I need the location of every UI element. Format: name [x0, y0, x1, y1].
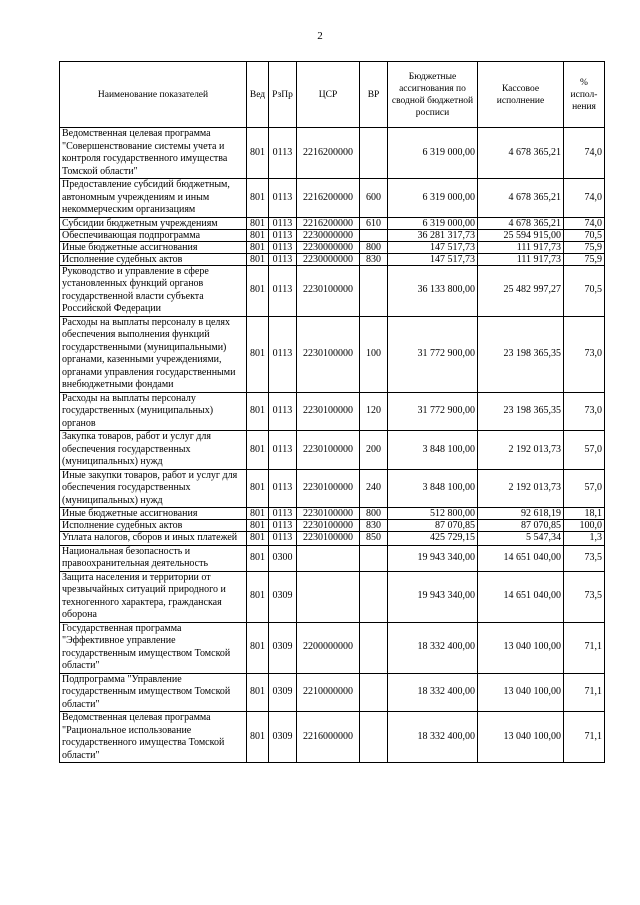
cell-cash: 92 618,19 [478, 508, 564, 520]
cell-csr: 2230000000 [297, 253, 360, 265]
cell-vr: 800 [360, 241, 388, 253]
table-row [60, 532, 605, 546]
page-number: 2 [317, 30, 323, 42]
cell-pct: 57,0 [564, 431, 605, 470]
cell-plan: 3 848 100,00 [388, 431, 478, 470]
budget-execution-table [59, 61, 605, 763]
cell-rzpr: 0309 [269, 712, 297, 763]
header-rzpr: РзПр [269, 62, 297, 128]
cell-cash: 4 678 365,21 [478, 128, 564, 179]
cell-ved: 801 [247, 179, 269, 218]
cell-plan: 19 943 340,00 [388, 571, 478, 622]
cell-pct: 18,1 [564, 508, 605, 520]
cell-plan: 87 070,85 [388, 520, 478, 532]
cell-vr: 800 [360, 508, 388, 520]
cell-csr: 2216200000 [297, 179, 360, 218]
cell-ved: 801 [247, 673, 269, 712]
table-row [60, 520, 605, 532]
cell-name: Руководство и управление в сфере установленных функций органов государственной власти субъекта Российской Федерации [60, 265, 247, 316]
cell-vr [360, 265, 388, 316]
cell-ved: 801 [247, 217, 269, 229]
cell-csr: 2230100000 [297, 265, 360, 316]
cell-cash: 111 917,73 [478, 253, 564, 265]
cell-vr [360, 622, 388, 673]
cell-name: Субсидии бюджетным учреждениям [60, 217, 247, 229]
cell-plan: 425 729,15 [388, 532, 478, 546]
cell-cash: 4 678 365,21 [478, 179, 564, 218]
cell-csr: 2230100000 [297, 431, 360, 470]
cell-vr: 120 [360, 392, 388, 431]
header-csr: ЦСР [297, 62, 360, 128]
cell-csr: 2230100000 [297, 520, 360, 532]
cell-plan: 6 319 000,00 [388, 128, 478, 179]
cell-pct: 70,5 [564, 265, 605, 316]
cell-vr [360, 229, 388, 241]
cell-cash: 25 594 915,00 [478, 229, 564, 241]
cell-rzpr: 0113 [269, 469, 297, 508]
table-row [60, 571, 605, 622]
cell-csr: 2230000000 [297, 241, 360, 253]
cell-name: Ведомственная целевая программа "Совершенствование системы учета и контроля государственного имущества Томской области" [60, 128, 247, 179]
cell-csr: 2230100000 [297, 508, 360, 520]
cell-plan: 31 772 900,00 [388, 316, 478, 392]
cell-csr: 2230100000 [297, 392, 360, 431]
cell-name: Обеспечивающая подпрограмма [60, 229, 247, 241]
cell-pct: 73,0 [564, 392, 605, 431]
cell-rzpr: 0113 [269, 532, 297, 546]
cell-vr: 100 [360, 316, 388, 392]
cell-pct: 73,0 [564, 316, 605, 392]
header-plan: Бюджетные ассигнования по сводной бюджетной росписи [388, 62, 478, 128]
cell-ved: 801 [247, 622, 269, 673]
cell-ved: 801 [247, 469, 269, 508]
cell-name: Иные закупки товаров, работ и услуг для обеспечения государственных (муниципальных) нужд [60, 469, 247, 508]
cell-vr [360, 712, 388, 763]
cell-vr [360, 571, 388, 622]
table-row [60, 469, 605, 508]
header-pct: % испол-нения [564, 62, 605, 128]
cell-plan: 6 319 000,00 [388, 217, 478, 229]
cell-name: Предоставление субсидий бюджетным, автономным учреждениям и иным некоммерческим организациям [60, 179, 247, 218]
cell-rzpr: 0113 [269, 316, 297, 392]
header-vr: ВР [360, 62, 388, 128]
cell-rzpr: 0113 [269, 431, 297, 470]
cell-vr: 200 [360, 431, 388, 470]
cell-plan: 18 332 400,00 [388, 622, 478, 673]
cell-plan: 147 517,73 [388, 253, 478, 265]
cell-rzpr: 0113 [269, 508, 297, 520]
table-row [60, 265, 605, 316]
table-row [60, 392, 605, 431]
cell-csr: 2230000000 [297, 229, 360, 241]
table-row [60, 241, 605, 253]
cell-pct: 71,1 [564, 622, 605, 673]
cell-plan: 512 800,00 [388, 508, 478, 520]
cell-name: Уплата налогов, сборов и иных платежей [60, 532, 247, 546]
cell-name: Закупка товаров, работ и услуг для обеспечения государственных (муниципальных) нужд [60, 431, 247, 470]
cell-plan: 18 332 400,00 [388, 712, 478, 763]
cell-plan: 31 772 900,00 [388, 392, 478, 431]
cell-ved: 801 [247, 253, 269, 265]
cell-cash: 4 678 365,21 [478, 217, 564, 229]
cell-name: Иные бюджетные ассигнования [60, 508, 247, 520]
cell-cash: 13 040 100,00 [478, 622, 564, 673]
cell-csr: 2216000000 [297, 712, 360, 763]
cell-pct: 71,1 [564, 712, 605, 763]
cell-pct: 1,3 [564, 532, 605, 546]
cell-csr [297, 571, 360, 622]
table-row [60, 431, 605, 470]
header-row [60, 62, 605, 128]
cell-ved: 801 [247, 712, 269, 763]
cell-cash: 13 040 100,00 [478, 712, 564, 763]
cell-vr [360, 673, 388, 712]
cell-ved: 801 [247, 571, 269, 622]
cell-rzpr: 0113 [269, 520, 297, 532]
cell-vr: 600 [360, 179, 388, 218]
cell-vr: 610 [360, 217, 388, 229]
cell-csr: 2216200000 [297, 128, 360, 179]
table-row [60, 179, 605, 218]
table-row [60, 229, 605, 241]
cell-plan: 18 332 400,00 [388, 673, 478, 712]
cell-cash: 2 192 013,73 [478, 469, 564, 508]
cell-rzpr: 0113 [269, 229, 297, 241]
cell-ved: 801 [247, 532, 269, 546]
cell-rzpr: 0113 [269, 241, 297, 253]
cell-name: Исполнение судебных актов [60, 253, 247, 265]
cell-name: Защита населения и территории от чрезвычайных ситуаций природного и техногенного характера, гражданская оборона [60, 571, 247, 622]
cell-ved: 801 [247, 316, 269, 392]
cell-cash: 23 198 365,35 [478, 392, 564, 431]
cell-vr [360, 128, 388, 179]
cell-pct: 71,1 [564, 673, 605, 712]
cell-ved: 801 [247, 265, 269, 316]
cell-name: Национальная безопасность и правоохранительная деятельность [60, 545, 247, 571]
cell-pct: 74,0 [564, 179, 605, 218]
cell-vr: 240 [360, 469, 388, 508]
cell-ved: 801 [247, 508, 269, 520]
cell-cash: 5 547,34 [478, 532, 564, 546]
cell-pct: 73,5 [564, 571, 605, 622]
cell-rzpr: 0113 [269, 253, 297, 265]
cell-name: Иные бюджетные ассигнования [60, 241, 247, 253]
header-name: Наименование показателей [60, 62, 247, 128]
cell-pct: 75,9 [564, 253, 605, 265]
cell-cash: 14 651 040,00 [478, 545, 564, 571]
cell-cash: 2 192 013,73 [478, 431, 564, 470]
cell-pct: 74,0 [564, 217, 605, 229]
table-row [60, 622, 605, 673]
cell-ved: 801 [247, 520, 269, 532]
cell-pct: 73,5 [564, 545, 605, 571]
cell-csr [297, 545, 360, 571]
table-row [60, 316, 605, 392]
cell-csr: 2200000000 [297, 622, 360, 673]
cell-csr: 2210000000 [297, 673, 360, 712]
cell-name: Подпрограмма "Управление государственным имуществом Томской области" [60, 673, 247, 712]
table-row [60, 545, 605, 571]
cell-vr: 830 [360, 520, 388, 532]
cell-plan: 3 848 100,00 [388, 469, 478, 508]
cell-csr: 2216200000 [297, 217, 360, 229]
cell-ved: 801 [247, 545, 269, 571]
table-row [60, 508, 605, 520]
header-cash: Кассовое исполнение [478, 62, 564, 128]
cell-ved: 801 [247, 392, 269, 431]
cell-rzpr: 0113 [269, 128, 297, 179]
table-row [60, 673, 605, 712]
cell-rzpr: 0309 [269, 622, 297, 673]
cell-plan: 147 517,73 [388, 241, 478, 253]
cell-name: Расходы на выплаты персоналу государственных (муниципальных) органов [60, 392, 247, 431]
cell-ved: 801 [247, 229, 269, 241]
cell-name: Государственная программа "Эффективное управление государственным имуществом Томской области" [60, 622, 247, 673]
cell-rzpr: 0309 [269, 673, 297, 712]
cell-cash: 87 070,85 [478, 520, 564, 532]
cell-cash: 23 198 365,35 [478, 316, 564, 392]
cell-plan: 36 133 800,00 [388, 265, 478, 316]
table-row [60, 128, 605, 179]
cell-vr: 830 [360, 253, 388, 265]
cell-vr [360, 545, 388, 571]
header-ved: Вед [247, 62, 269, 128]
cell-plan: 19 943 340,00 [388, 545, 478, 571]
cell-rzpr: 0113 [269, 179, 297, 218]
cell-rzpr: 0300 [269, 545, 297, 571]
cell-name: Ведомственная целевая программа "Рациональное использование государственного имущества Томской области" [60, 712, 247, 763]
cell-pct: 57,0 [564, 469, 605, 508]
cell-csr: 2230100000 [297, 532, 360, 546]
cell-rzpr: 0113 [269, 217, 297, 229]
table-row [60, 712, 605, 763]
cell-ved: 801 [247, 431, 269, 470]
cell-csr: 2230100000 [297, 469, 360, 508]
cell-csr: 2230100000 [297, 316, 360, 392]
cell-plan: 6 319 000,00 [388, 179, 478, 218]
cell-pct: 74,0 [564, 128, 605, 179]
cell-cash: 111 917,73 [478, 241, 564, 253]
cell-rzpr: 0309 [269, 571, 297, 622]
cell-plan: 36 281 317,73 [388, 229, 478, 241]
cell-rzpr: 0113 [269, 265, 297, 316]
cell-ved: 801 [247, 128, 269, 179]
cell-pct: 100,0 [564, 520, 605, 532]
cell-vr: 850 [360, 532, 388, 546]
cell-cash: 14 651 040,00 [478, 571, 564, 622]
cell-rzpr: 0113 [269, 392, 297, 431]
table-row [60, 217, 605, 229]
cell-pct: 70,5 [564, 229, 605, 241]
table-row [60, 253, 605, 265]
cell-name: Расходы на выплаты персоналу в целях обеспечения выполнения функций государственными (муниципальными) органами, казенными учреждениями, органами управления государственными внебюджетными фондами [60, 316, 247, 392]
cell-cash: 13 040 100,00 [478, 673, 564, 712]
cell-pct: 75,9 [564, 241, 605, 253]
cell-name: Исполнение судебных актов [60, 520, 247, 532]
cell-ved: 801 [247, 241, 269, 253]
cell-cash: 25 482 997,27 [478, 265, 564, 316]
